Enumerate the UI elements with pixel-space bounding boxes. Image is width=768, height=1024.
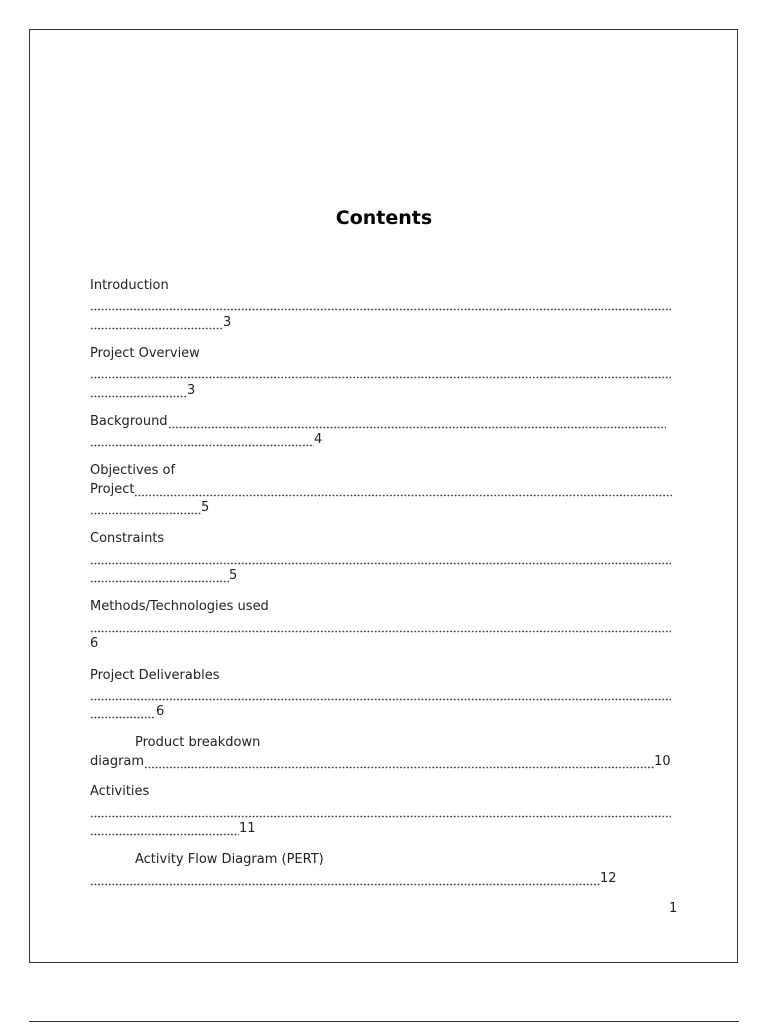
toc-page-number: 5 (201, 500, 210, 515)
toc-page-number: 11 (239, 821, 256, 836)
dot-leader (90, 364, 671, 380)
dot-leader (90, 821, 239, 837)
toc-page-number: 6 (90, 636, 99, 651)
dot-leader (90, 432, 314, 448)
toc-page-number: 12 (600, 871, 617, 886)
dot-leader (90, 500, 201, 516)
toc-page-number: 4 (314, 432, 323, 447)
dot-leader (90, 803, 671, 819)
toc-page-number: 3 (223, 315, 232, 330)
toc-entry-title: Constraints (90, 531, 165, 546)
toc-page-number: 10 (654, 754, 671, 769)
toc-entry-title: Project Deliverables (90, 668, 220, 683)
toc-entry-title: Product breakdown (135, 735, 261, 750)
toc-entry-title-continued: Project (90, 482, 135, 497)
dot-leader (90, 686, 671, 702)
toc-entry-title: Objectives of (90, 463, 176, 478)
toc-entry-title: Background (90, 414, 168, 429)
toc-entry-title: Activity Flow Diagram (PERT) (135, 852, 324, 867)
page-number: 1 (669, 901, 678, 916)
toc-entry-title-continued: diagram (90, 754, 145, 769)
toc-entry-title: Activities (90, 784, 150, 799)
dot-leader (90, 383, 187, 399)
next-page-edge (29, 1021, 739, 1022)
dot-leader (144, 754, 654, 770)
toc-entry-title: Methods/Technologies used (90, 599, 269, 614)
toc-page-number: 5 (229, 568, 238, 583)
dot-leader (90, 871, 600, 887)
page-title: Contents (335, 207, 433, 229)
dot-leader (90, 315, 223, 331)
dot-leader (90, 550, 671, 566)
dot-leader (90, 618, 671, 634)
toc-page-number: 3 (187, 383, 196, 398)
dot-leader (134, 482, 672, 498)
dot-leader (90, 296, 671, 312)
dot-leader (168, 414, 666, 430)
dot-leader (90, 704, 156, 720)
toc-entry-title: Project Overview (90, 346, 200, 361)
toc-page-number: 6 (156, 704, 165, 719)
dot-leader (90, 568, 229, 584)
toc-entry-title: Introduction (90, 278, 169, 293)
